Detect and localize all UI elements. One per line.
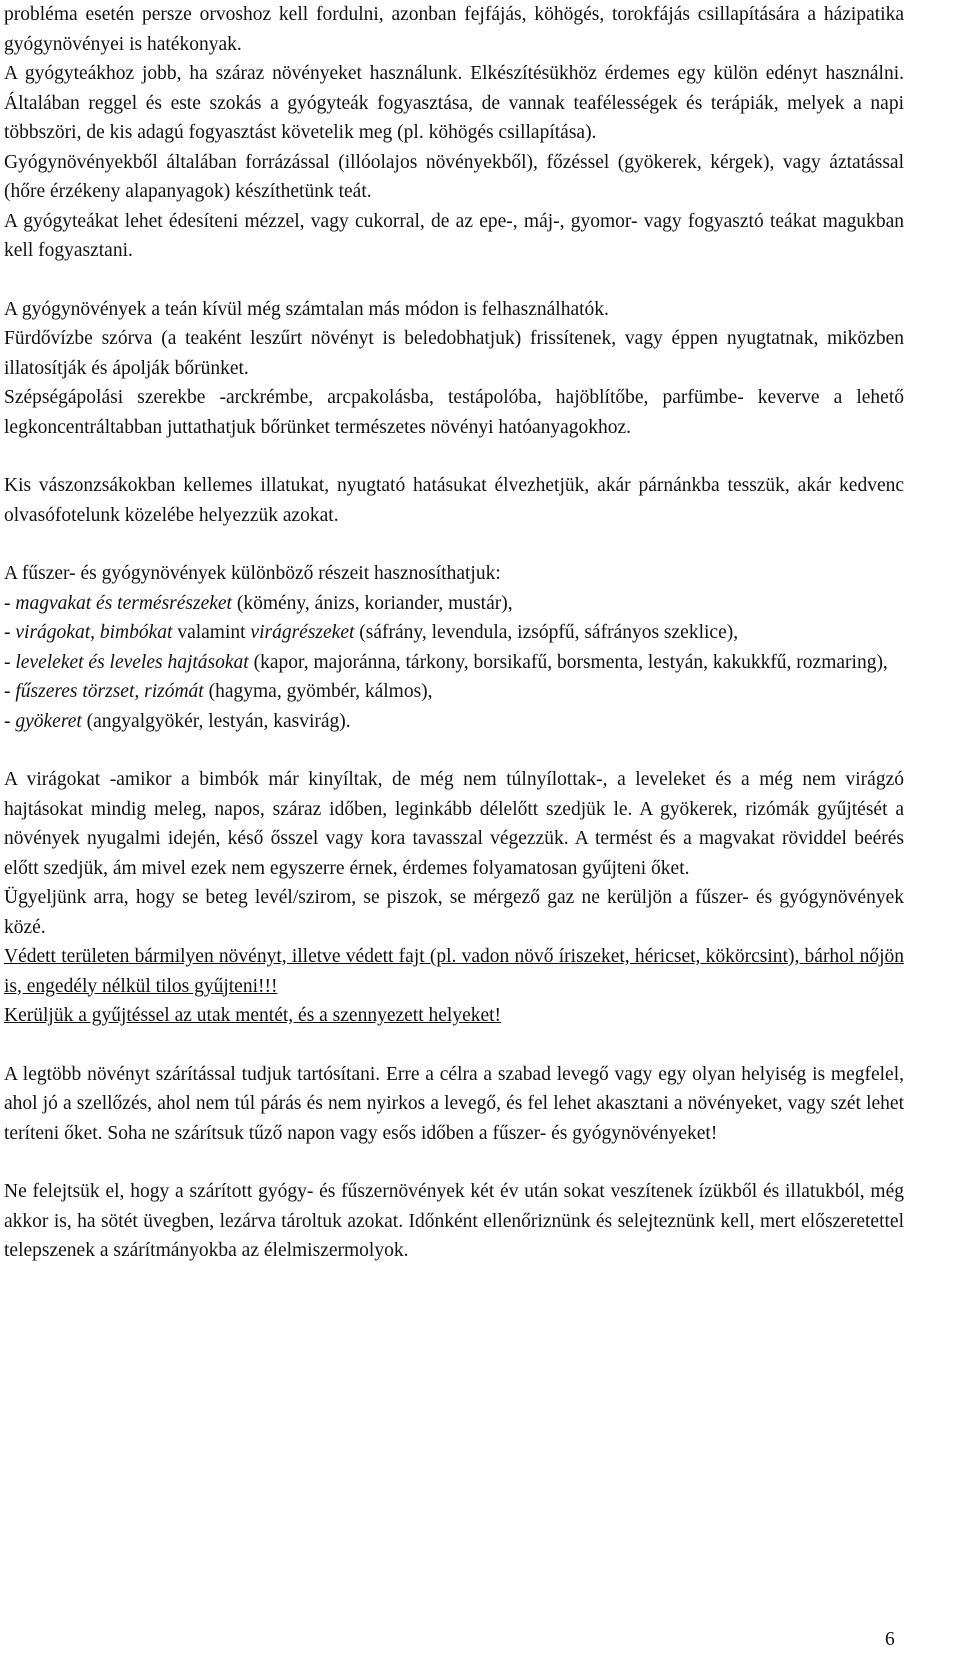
list-item-term: magvakat és termésrészeket xyxy=(15,592,232,614)
paragraph-spacer xyxy=(4,266,904,295)
paragraph-protected-species-warning: Védett területen bármilyen növényt, illetve védett fajt (pl. vadon növő íriszeket, héricset, kökörcsint), bárhol nőjön is, engedély nélkül tilos gyűjteni!!! xyxy=(4,946,904,997)
paragraph-other-uses: A gyógynövények a teán kívül még számtalan más módon is felhasználhatók. xyxy=(4,298,609,320)
paragraph-spacer xyxy=(4,1031,904,1060)
list-item-term: gyökeret xyxy=(15,710,82,732)
list-item-leaves xyxy=(4,648,904,678)
paragraph-intro: probléma esetén persze orvoshoz kell fordulni, azonban fejfájás, köhögés, torokfájás csillapítására a házipatika gyógynövényei is hatékonyak. xyxy=(4,4,904,55)
list-item-term: leveleket és leveles hajtásokat xyxy=(15,651,249,673)
paragraph-tea-methods: Gyógynövényekből általában forrázással (illóolajos növényekből), főzéssel (gyökerek, kérgek), vagy áztatással (hőre érzékeny alapanyagok) készíthetünk teát. xyxy=(4,151,904,202)
list-dash: - xyxy=(4,592,16,614)
paragraph-tea-sweetening: A gyógyteákat lehet édesíteni mézzel, vagy cukorral, de az epe-, máj-, gyomor- vagy fogyasztó teákat magukban kell fogyasztani. xyxy=(4,210,904,261)
list-dash: - xyxy=(4,681,16,702)
list-item-stems xyxy=(4,677,904,707)
list-item-examples: (sáfrány, levendula, izsópfű, sáfrányos szeklice), xyxy=(354,622,739,643)
list-item-roots xyxy=(4,707,904,737)
list-item-seeds xyxy=(4,589,904,619)
paragraph-drying: A legtöbb növényt szárítással tudjuk tartósítani. Erre a célra a szabad levegő vagy egy olyan helyiség is megfelel, ahol jó a szellőzés, ahol nem túl párás és nem nyirkos a levegő, és fel lehet akasztani a növényeket, vagy szét lehet teríteni őket. Soha ne szárítsuk tűző napon vagy esős időben a fűszer- és gyógynövényeket! xyxy=(4,1063,904,1144)
paragraph-plant-parts-intro: A fűszer- és gyógynövények különböző részeit hasznosíthatjuk: xyxy=(4,563,501,584)
list-item-term-secondary: virágrészeket xyxy=(250,622,355,643)
paragraph-roadside-warning: Kerüljük a gyűjtéssel az utak mentét, és a szennyezett helyeket! xyxy=(4,1005,502,1026)
list-item-examples: (hagyma, gyömbér, kálmos), xyxy=(203,681,433,702)
list-item-connector: valamint xyxy=(172,622,251,643)
list-item-examples: (kapor, majoránna, tárkony, borsikafű, borsmenta, lestyán, kakukkfű, rozmaring), xyxy=(248,651,888,673)
page-number: 6 xyxy=(885,1629,895,1650)
list-item-examples: (kömény, ánizs, koriander, mustár), xyxy=(231,592,513,614)
list-dash: - xyxy=(4,651,16,673)
paragraph-tea-preparation: A gyógyteákhoz jobb, ha száraz növényeket használunk. Elkészítésükhöz érdemes egy külön edényt használni. Általában reggel és este szokás a gyógyteák fogyasztása, de vannak teafélességek és terápiák, melyek a napi többszöri, de kis adagú fogyasztást követelik meg (pl. köhögés csillapítása). xyxy=(4,63,904,143)
list-item-flowers xyxy=(4,618,904,648)
paragraph-cosmetics: Szépségápolási szerekbe -arckrémbe, arcpakolásba, testápolóba, hajöblítőbe, parfümbe- keverve a lehető legkoncentráltabban juttathatjuk bőrünket természetes növényi hatóanyagokhoz. xyxy=(4,387,904,438)
paragraph-spacer xyxy=(4,530,904,559)
list-item-examples: (angyalgyökér, lestyán, kasvirág). xyxy=(81,710,351,732)
paragraph-sachets: Kis vászonzsákokban kellemes illatukat, nyugtató hatásukat élvezhetjük, akár párnánkba tesszük, akár kedvenc olvasófotelunk közelébe helyezzük azokat. xyxy=(4,475,904,526)
list-dash: - xyxy=(4,622,16,643)
document-body xyxy=(4,0,904,1266)
paragraph-bath: Fürdővízbe szórva (a teaként leszűrt növényt is beledobhatjuk) frissítenek, vagy éppen nyugtatnak, miközben illatosítják és ápolják bőrünket. xyxy=(4,328,904,379)
paragraph-harvest-cleanliness: Ügyeljünk arra, hogy se beteg levél/szirom, se piszok, se mérgező gaz ne kerüljön a fűszer- és gyógynövények közé. xyxy=(4,887,904,938)
paragraph-spacer xyxy=(4,736,904,765)
list-item-term: fűszeres törzset, rizómát xyxy=(15,681,204,702)
list-dash: - xyxy=(4,710,16,732)
paragraph-storage: Ne felejtsük el, hogy a szárított gyógy- és fűszernövények két év után sokat veszítenek ízükből és illatukból, még akkor is, ha sötét üvegben, lezárva tároltuk azokat. Időnként ellenőriznünk és selejteznünk kell, mert előszeretettel telepszenek a szárítmányokba az élelmiszermolyok. xyxy=(4,1181,904,1261)
paragraph-spacer xyxy=(4,442,904,471)
paragraph-spacer xyxy=(4,1148,904,1177)
paragraph-harvest-timing: A virágokat -amikor a bimbók már kinyíltak, de még nem túlnyílottak-, a leveleket és a még nem virágzó hajtásokat mindig meleg, napos, száraz időben, leginkább délelőtt szedjük le. A gyökerek, rizómák gyűjtését a növények nyugalmi idején, késő ősszel vagy kora tavasszal végezzük. A termést és a magvakat röviddel beérés előtt szedjük, ám mivel ezek nem egyszerre érnek, érdemes folyamatosan gyűjteni őket. xyxy=(4,769,904,879)
list-item-term: virágokat, bimbókat xyxy=(15,622,173,643)
